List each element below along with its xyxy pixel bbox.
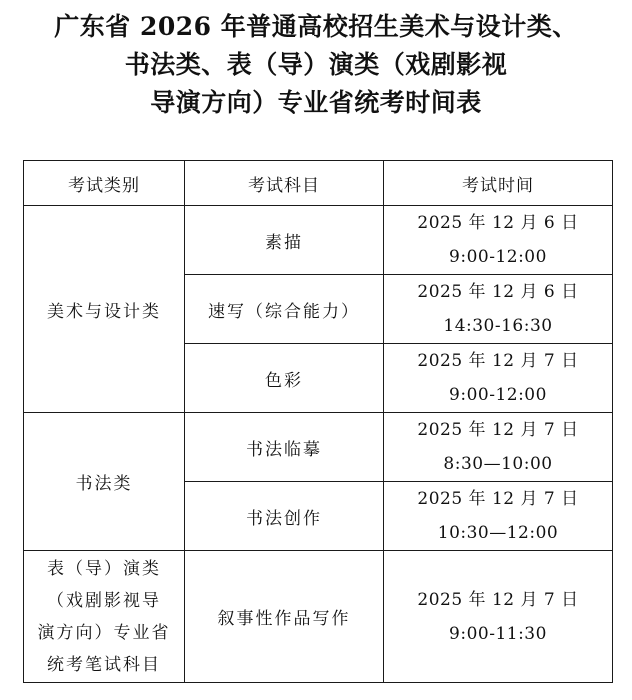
category-art-design: 美术与设计类 <box>24 206 185 413</box>
table-header-row <box>24 161 613 206</box>
table-row <box>24 206 613 275</box>
subject-cell: 速写（综合能力） <box>185 275 384 344</box>
exam-hours: 9:00-12:00 <box>449 385 547 405</box>
exam-date: 2025 年 12 月 7 日 <box>417 589 579 610</box>
category-directing <box>24 551 185 683</box>
exam-hours: 9:00-12:00 <box>449 247 547 267</box>
category-line: 表（导）演类 <box>47 558 161 579</box>
exam-hours: 8:30—10:00 <box>443 454 553 474</box>
category-line: 演方向）专业省 <box>37 622 171 643</box>
subject-cell: 素描 <box>185 206 384 275</box>
subject-cell: 书法创作 <box>185 482 384 551</box>
exam-hours: 14:30-16:30 <box>443 316 553 336</box>
time-cell <box>384 275 613 344</box>
exam-date: 2025 年 12 月 7 日 <box>417 420 579 440</box>
subject-cell: 书法临摹 <box>185 413 384 482</box>
header-time: 考试时间 <box>384 161 613 206</box>
exam-date: 2025 年 12 月 6 日 <box>417 213 579 233</box>
subject-cell: 色彩 <box>185 344 384 413</box>
category-line: （戏剧影视导 <box>47 590 161 611</box>
page-title <box>0 8 632 122</box>
title-line-3: 导演方向）专业省统考时间表 <box>150 88 482 117</box>
subject-cell: 叙事性作品写作 <box>185 551 384 683</box>
table-row <box>24 551 613 683</box>
category-line: 统考笔试科目 <box>47 654 161 675</box>
exam-date: 2025 年 12 月 7 日 <box>417 489 579 509</box>
exam-date: 2025 年 12 月 7 日 <box>417 351 579 371</box>
category-calligraphy: 书法类 <box>24 413 185 551</box>
header-category: 考试类别 <box>24 161 185 206</box>
exam-schedule-table <box>23 160 613 683</box>
exam-hours: 10:30—12:00 <box>437 523 559 543</box>
header-subject: 考试科目 <box>185 161 384 206</box>
time-cell <box>384 551 613 683</box>
title-line-2: 书法类、表（导）演类（戏剧影视 <box>124 50 508 79</box>
exam-hours: 9:00-11:30 <box>449 623 547 644</box>
title-line-1: 广东省 2026 年普通高校招生美术与设计类、 <box>54 12 578 41</box>
time-cell <box>384 206 613 275</box>
table-row <box>24 413 613 482</box>
exam-date: 2025 年 12 月 6 日 <box>417 282 579 302</box>
time-cell <box>384 413 613 482</box>
time-cell <box>384 344 613 413</box>
time-cell <box>384 482 613 551</box>
